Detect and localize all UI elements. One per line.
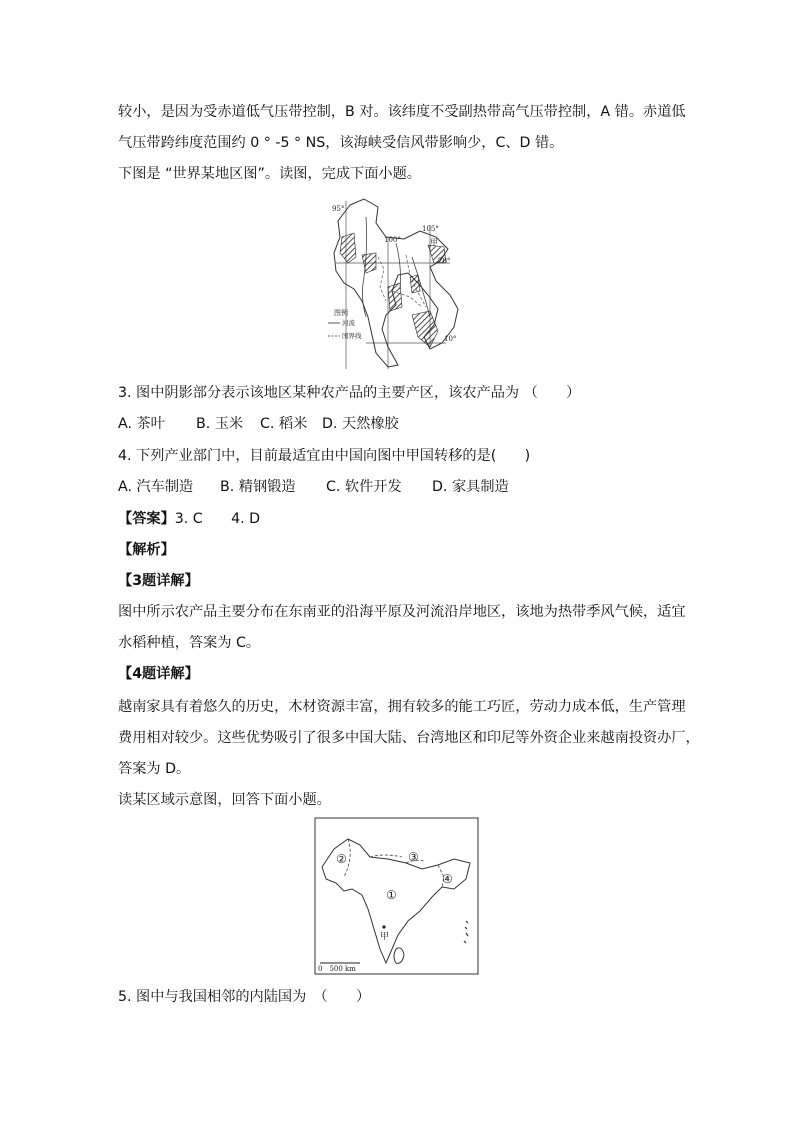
q3-option-d: D. 天然橡胶 — [322, 416, 399, 432]
city-label-jia: 甲 — [380, 932, 390, 942]
q4-option-b: B. 精钢锻造 — [220, 479, 296, 495]
region-label-3: ③ — [408, 850, 419, 864]
q4-option-c: C. 软件开发 — [326, 479, 402, 495]
q4-option-a: A. 汽车制造 — [118, 479, 194, 495]
region-label-2: ② — [336, 852, 347, 866]
south-asia-map — [314, 817, 479, 975]
legend-river-label: 河流 — [342, 319, 355, 327]
scale-label: 0 500 km — [318, 965, 356, 973]
answer-text: 3. C 4. D — [174, 511, 261, 527]
q4-option-d: D. 家具制造 — [432, 479, 509, 495]
legend-title: 图例 — [334, 309, 348, 317]
legend-border-label: 国界线 — [342, 332, 362, 340]
detail-3-line: 图中所示农产品主要分布在东南亚的沿海平原及河流沿岸地区，该地为热带季风气候，适宜 — [118, 604, 686, 620]
question-4-stem: 4. 下列产业部门中，目前最适宜由中国向图中甲国转移的是( ) — [118, 448, 531, 464]
intro-text: 读某区域示意图，回答下面小题。 — [118, 792, 331, 808]
detail-4-line: 越南家具有着悠久的历史，木材资源丰富，拥有较多的能工巧匠，劳动力成本低，生产管理 — [118, 699, 686, 715]
answer-label: 【答案】 — [118, 511, 175, 527]
analysis-label: 【解析】 — [118, 542, 175, 558]
longitude-label: 100° — [384, 236, 401, 244]
detail-4-line: 答案为 D。 — [118, 761, 191, 777]
detail-3-label: 【3题详解】 — [118, 573, 199, 589]
longitude-label: 105° — [422, 225, 439, 233]
southeast-asia-map — [326, 197, 468, 369]
region-label-1: ① — [386, 888, 397, 902]
latitude-label: 10° — [444, 335, 457, 343]
region-label-4: ④ — [442, 872, 453, 886]
intro-text: 下图是 “世界某地区图”。读图，完成下面小题。 — [118, 166, 421, 182]
q3-option-a: A. 茶叶 — [118, 416, 165, 432]
q3-option-b: B. 玉米 — [196, 416, 244, 432]
city-dot — [382, 925, 385, 928]
detail-3-line: 水稻种植，答案为 C。 — [118, 635, 261, 651]
paragraph-line: 气压带跨纬度范围约 0 ° -5 ° NS，该海峡受信风带影响少，C、D 错。 — [118, 135, 564, 151]
longitude-label: 95° — [332, 205, 345, 213]
country-label-jia: 甲 — [430, 238, 438, 247]
q3-option-c: C. 稻米 — [260, 416, 308, 432]
latitude-label: 20° — [438, 257, 451, 265]
question-3-stem: 3. 图中阴影部分表示该地区某种农产品的主要产区，该农产品为 （ ） — [118, 385, 581, 401]
detail-4-label: 【4题详解】 — [118, 666, 199, 682]
detail-4-line: 费用相对较少。这些优势吸引了很多中国大陆、台湾地区和印尼等外资企业来越南投资办厂， — [118, 730, 700, 746]
question-5-stem: 5. 图中与我国相邻的内陆国为 （ ） — [118, 989, 371, 1005]
answer-line — [118, 509, 260, 529]
paragraph-line: 较小，是因为受赤道低气压带控制，B 对。该纬度不受副热带高气压带控制，A 错。赤道低 — [118, 104, 686, 120]
